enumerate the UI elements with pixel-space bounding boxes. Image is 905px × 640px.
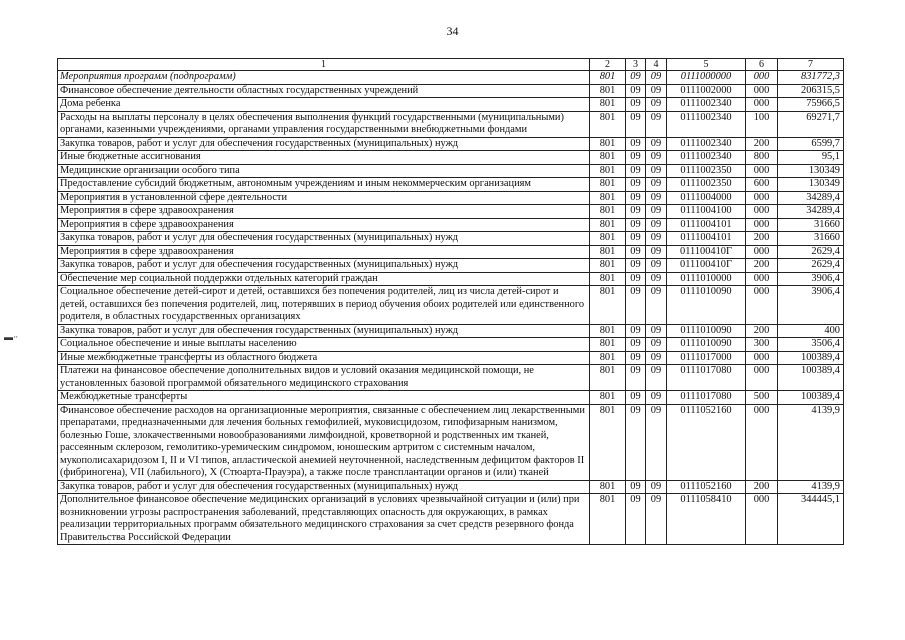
row-amount-cell: 2629,4 <box>778 259 844 273</box>
table-row <box>58 137 844 151</box>
row-code-5-cell: 0111058410 <box>667 494 746 545</box>
row-code-6-cell: 100 <box>746 111 778 137</box>
row-code-2-cell: 801 <box>590 232 626 246</box>
row-code-5-cell: 0111010000 <box>667 272 746 286</box>
table-row <box>58 178 844 192</box>
row-name-cell: Предоставление субсидий бюджетным, автономным учреждениям и иным некоммерческим организациям <box>58 178 590 192</box>
row-name-cell: Иные межбюджетные трансферты из областного бюджета <box>58 351 590 365</box>
row-code-4-cell: 09 <box>646 178 667 192</box>
row-code-5-cell: 0111000000 <box>667 71 746 85</box>
row-code-6-cell: 600 <box>746 178 778 192</box>
row-amount-cell: 206315,5 <box>778 84 844 98</box>
table-row <box>58 84 844 98</box>
row-code-6-cell: 500 <box>746 391 778 405</box>
row-amount-cell: 3906,4 <box>778 272 844 286</box>
row-amount-cell: 100389,4 <box>778 391 844 405</box>
row-code-4-cell: 09 <box>646 245 667 259</box>
row-code-6-cell: 000 <box>746 245 778 259</box>
row-code-4-cell: 09 <box>646 137 667 151</box>
row-code-5-cell: 0111052160 <box>667 480 746 494</box>
row-code-3-cell: 09 <box>626 338 646 352</box>
row-code-2-cell: 801 <box>590 111 626 137</box>
row-code-5-cell: 0111004101 <box>667 218 746 232</box>
row-amount-cell: 2629,4 <box>778 245 844 259</box>
row-code-5-cell: 0111017000 <box>667 351 746 365</box>
row-amount-cell: 34289,4 <box>778 205 844 219</box>
row-code-5-cell: 0111002340 <box>667 137 746 151</box>
row-code-6-cell: 000 <box>746 191 778 205</box>
row-code-6-cell: 000 <box>746 218 778 232</box>
row-code-2-cell: 801 <box>590 71 626 85</box>
header-cell-7: 7 <box>778 59 844 71</box>
row-code-3-cell: 09 <box>626 365 646 391</box>
table-row <box>58 338 844 352</box>
row-code-2-cell: 801 <box>590 286 626 325</box>
row-code-4-cell: 09 <box>646 338 667 352</box>
row-amount-cell: 3506,4 <box>778 338 844 352</box>
row-code-2-cell: 801 <box>590 205 626 219</box>
row-code-4-cell: 09 <box>646 494 667 545</box>
row-code-3-cell: 09 <box>626 137 646 151</box>
row-code-6-cell: 000 <box>746 205 778 219</box>
row-code-3-cell: 09 <box>626 324 646 338</box>
row-code-4-cell: 09 <box>646 205 667 219</box>
row-code-5-cell: 0111010090 <box>667 338 746 352</box>
row-code-3-cell: 09 <box>626 98 646 112</box>
row-code-5-cell: 0111002350 <box>667 164 746 178</box>
row-code-5-cell: 0111004000 <box>667 191 746 205</box>
row-amount-cell: 6599,7 <box>778 137 844 151</box>
row-name-cell: Медицинские организации особого типа <box>58 164 590 178</box>
row-amount-cell: 400 <box>778 324 844 338</box>
row-code-5-cell: 0111002350 <box>667 178 746 192</box>
row-code-6-cell: 000 <box>746 365 778 391</box>
row-code-5-cell: 0111004100 <box>667 205 746 219</box>
row-code-2-cell: 801 <box>590 178 626 192</box>
table-row <box>58 494 844 545</box>
row-code-2-cell: 801 <box>590 480 626 494</box>
row-code-6-cell: 000 <box>746 494 778 545</box>
table-row <box>58 391 844 405</box>
table-row <box>58 151 844 165</box>
row-code-4-cell: 09 <box>646 480 667 494</box>
row-code-2-cell: 801 <box>590 365 626 391</box>
row-code-6-cell: 200 <box>746 480 778 494</box>
row-name-cell: Социальное обеспечение и иные выплаты населению <box>58 338 590 352</box>
row-code-6-cell: 000 <box>746 164 778 178</box>
row-code-4-cell: 09 <box>646 324 667 338</box>
row-name-cell: Межбюджетные трансферты <box>58 391 590 405</box>
row-code-5-cell: 0111004101 <box>667 232 746 246</box>
row-name-cell: Обеспечение мер социальной поддержки отдельных категорий граждан <box>58 272 590 286</box>
row-code-5-cell: 0111002340 <box>667 111 746 137</box>
row-code-3-cell: 09 <box>626 286 646 325</box>
row-code-6-cell: 300 <box>746 338 778 352</box>
row-code-3-cell: 09 <box>626 404 646 480</box>
row-code-4-cell: 09 <box>646 365 667 391</box>
row-code-2-cell: 801 <box>590 245 626 259</box>
row-amount-cell: 130349 <box>778 164 844 178</box>
row-name-cell: Закупка товаров, работ и услуг для обеспечения государственных (муниципальных) нужд <box>58 324 590 338</box>
page-number: 34 <box>446 24 459 38</box>
table-row <box>58 164 844 178</box>
row-amount-cell: 4139,9 <box>778 404 844 480</box>
row-amount-cell: 75966,5 <box>778 98 844 112</box>
row-code-2-cell: 801 <box>590 151 626 165</box>
row-amount-cell: 34289,4 <box>778 191 844 205</box>
row-code-3-cell: 09 <box>626 351 646 365</box>
row-code-6-cell: 200 <box>746 259 778 273</box>
header-cell-5: 5 <box>667 59 746 71</box>
row-code-4-cell: 09 <box>646 71 667 85</box>
row-code-5-cell: 0111010090 <box>667 286 746 325</box>
header-cell-1: 1 <box>58 59 590 71</box>
row-code-3-cell: 09 <box>626 164 646 178</box>
row-code-2-cell: 801 <box>590 259 626 273</box>
row-code-2-cell: 801 <box>590 324 626 338</box>
row-name-cell: Закупка товаров, работ и услуг для обеспечения государственных (муниципальных) нужд <box>58 259 590 273</box>
row-code-3-cell: 09 <box>626 178 646 192</box>
table-row <box>58 218 844 232</box>
row-name-cell: Закупка товаров, работ и услуг для обеспечения государственных (муниципальных) нужд <box>58 232 590 246</box>
row-code-2-cell: 801 <box>590 218 626 232</box>
row-code-4-cell: 09 <box>646 98 667 112</box>
table-row <box>58 272 844 286</box>
row-name-cell: Дома ребенка <box>58 98 590 112</box>
table-row <box>58 245 844 259</box>
row-code-2-cell: 801 <box>590 98 626 112</box>
table-row <box>58 286 844 325</box>
row-code-3-cell: 09 <box>626 259 646 273</box>
row-code-5-cell: 011100410Г <box>667 259 746 273</box>
row-amount-cell: 130349 <box>778 178 844 192</box>
row-name-cell: Дополнительное финансовое обеспечение медицинских организаций в условиях чрезвычайной ситуации и (или) при возникновении угрозы распространения заболеваний, представляющих опасность для окружающих, в рамках реализации территориальных программ обязательного медицинского страхования за счет средств резервного фонда Правительства Российской Федерации <box>58 494 590 545</box>
row-name-cell: Мероприятия в сфере здравоохранения <box>58 245 590 259</box>
table-header-row <box>58 59 844 71</box>
table-row <box>58 98 844 112</box>
row-code-3-cell: 09 <box>626 232 646 246</box>
row-code-4-cell: 09 <box>646 84 667 98</box>
row-code-4-cell: 09 <box>646 232 667 246</box>
row-code-2-cell: 801 <box>590 338 626 352</box>
row-code-3-cell: 09 <box>626 205 646 219</box>
row-amount-cell: 4139,9 <box>778 480 844 494</box>
row-code-3-cell: 09 <box>626 272 646 286</box>
row-code-4-cell: 09 <box>646 151 667 165</box>
row-amount-cell: 831772,3 <box>778 71 844 85</box>
table-row <box>58 404 844 480</box>
row-amount-cell: 31660 <box>778 232 844 246</box>
row-code-2-cell: 801 <box>590 272 626 286</box>
row-code-6-cell: 200 <box>746 324 778 338</box>
row-code-6-cell: 000 <box>746 84 778 98</box>
table-row <box>58 324 844 338</box>
row-amount-cell: 69271,7 <box>778 111 844 137</box>
row-name-cell: Платежи на финансовое обеспечение дополнительных видов и условий оказания медицинской помощи, не установленных базовой программой обязательного медицинского страхования <box>58 365 590 391</box>
row-name-cell: Закупка товаров, работ и услуг для обеспечения государственных (муниципальных) нужд <box>58 137 590 151</box>
row-code-4-cell: 09 <box>646 286 667 325</box>
row-amount-cell: 31660 <box>778 218 844 232</box>
row-code-6-cell: 000 <box>746 286 778 325</box>
row-code-3-cell: 09 <box>626 218 646 232</box>
table-body <box>58 59 844 545</box>
row-code-2-cell: 801 <box>590 391 626 405</box>
row-code-5-cell: 0111017080 <box>667 391 746 405</box>
row-amount-cell: 344445,1 <box>778 494 844 545</box>
row-code-5-cell: 0111052160 <box>667 404 746 480</box>
budget-table <box>57 58 844 545</box>
row-code-5-cell: 011100410Г <box>667 245 746 259</box>
row-code-4-cell: 09 <box>646 191 667 205</box>
row-code-2-cell: 801 <box>590 84 626 98</box>
row-name-cell: Мероприятия в сфере здравоохранения <box>58 218 590 232</box>
row-code-5-cell: 0111010090 <box>667 324 746 338</box>
row-code-3-cell: 09 <box>626 245 646 259</box>
header-cell-4: 4 <box>646 59 667 71</box>
row-code-2-cell: 801 <box>590 404 626 480</box>
row-code-3-cell: 09 <box>626 111 646 137</box>
row-code-3-cell: 09 <box>626 391 646 405</box>
row-code-3-cell: 09 <box>626 84 646 98</box>
row-code-6-cell: 200 <box>746 232 778 246</box>
row-code-4-cell: 09 <box>646 351 667 365</box>
row-code-6-cell: 000 <box>746 351 778 365</box>
row-code-6-cell: 000 <box>746 272 778 286</box>
row-code-4-cell: 09 <box>646 164 667 178</box>
row-code-4-cell: 09 <box>646 259 667 273</box>
row-amount-cell: 100389,4 <box>778 351 844 365</box>
row-code-5-cell: 0111002000 <box>667 84 746 98</box>
row-code-3-cell: 09 <box>626 191 646 205</box>
row-code-6-cell: 000 <box>746 71 778 85</box>
row-code-5-cell: 0111017080 <box>667 365 746 391</box>
row-code-6-cell: 000 <box>746 98 778 112</box>
row-name-cell: Социальное обеспечение детей-сирот и детей, оставшихся без попечения родителей, лиц из числа детей-сирот и детей, оставшихся без попечения родителей, лиц, потерявших в период обучения обоих родителей или единственного родителя, в областных государственных организациях <box>58 286 590 325</box>
row-name-cell: Финансовое обеспечение деятельности областных государственных учреждений <box>58 84 590 98</box>
row-code-3-cell: 09 <box>626 494 646 545</box>
row-code-4-cell: 09 <box>646 391 667 405</box>
row-code-2-cell: 801 <box>590 191 626 205</box>
row-name-cell: Иные бюджетные ассигнования <box>58 151 590 165</box>
row-code-6-cell: 200 <box>746 137 778 151</box>
row-code-2-cell: 801 <box>590 164 626 178</box>
row-name-cell: Мероприятия программ (подпрограмм) <box>58 71 590 85</box>
row-name-cell: Закупка товаров, работ и услуг для обеспечения государственных (муниципальных) нужд <box>58 480 590 494</box>
row-code-4-cell: 09 <box>646 272 667 286</box>
header-cell-6: 6 <box>746 59 778 71</box>
header-cell-3: 3 <box>626 59 646 71</box>
header-cell-2: 2 <box>590 59 626 71</box>
row-code-3-cell: 09 <box>626 71 646 85</box>
row-code-4-cell: 09 <box>646 111 667 137</box>
row-code-6-cell: 000 <box>746 404 778 480</box>
row-code-2-cell: 801 <box>590 494 626 545</box>
row-code-6-cell: 800 <box>746 151 778 165</box>
table-row <box>58 71 844 85</box>
row-code-5-cell: 0111002340 <box>667 151 746 165</box>
row-amount-cell: 100389,4 <box>778 365 844 391</box>
row-code-4-cell: 09 <box>646 404 667 480</box>
row-code-3-cell: 09 <box>626 151 646 165</box>
margin-mark: ▬ ·· <box>4 332 18 342</box>
row-code-3-cell: 09 <box>626 480 646 494</box>
row-name-cell: Мероприятия в сфере здравоохранения <box>58 205 590 219</box>
row-name-cell: Финансовое обеспечение расходов на организационные мероприятия, связанные с обеспечением лиц лекарственными препаратами, предназначенными для лечения больных гемофилией, муковисцидозом, гипофизарным нанизмом, болезнью Гоше, злокачественными новообразованиями лимфоидной, кроветворной и родственных им тканей, рассеянным склерозом, гемолитико-уремическим синдромом, юношеским артритом с системным началом, мукополисахаридозом I, II и VI типов, апластической анемией неуточненной, наследственным дефицитом факторов II (фибриногена), VII (лабильного), X (Стюарта-Прауэра), а также после трансплантации органов и (или) тканей <box>58 404 590 480</box>
table-row <box>58 365 844 391</box>
table-row <box>58 232 844 246</box>
row-amount-cell: 95,1 <box>778 151 844 165</box>
row-code-5-cell: 0111002340 <box>667 98 746 112</box>
row-name-cell: Мероприятия в установленной сфере деятельности <box>58 191 590 205</box>
table-row <box>58 480 844 494</box>
row-amount-cell: 3906,4 <box>778 286 844 325</box>
row-code-2-cell: 801 <box>590 351 626 365</box>
table-row <box>58 111 844 137</box>
table-row <box>58 351 844 365</box>
table-row <box>58 191 844 205</box>
table-row <box>58 205 844 219</box>
table-row <box>58 259 844 273</box>
row-code-4-cell: 09 <box>646 218 667 232</box>
row-name-cell: Расходы на выплаты персоналу в целях обеспечения выполнения функций государственными (муниципальными) органами, казенными учреждениями, органами управления государственными внебюджетными фондами <box>58 111 590 137</box>
row-code-2-cell: 801 <box>590 137 626 151</box>
